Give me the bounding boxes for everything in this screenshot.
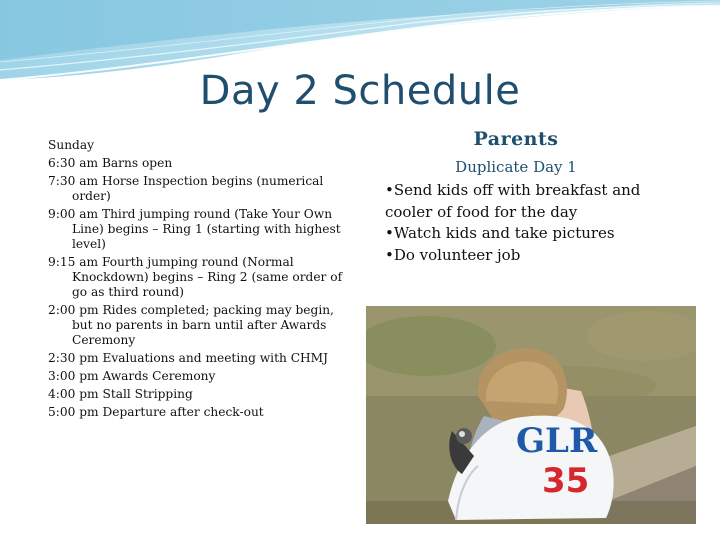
schedule-item: Sunday <box>48 138 95 152</box>
schedule-item: 2:30 pm Evaluations and meeting with CHMJ <box>48 351 329 365</box>
parents-bullet: •Send kids off with breakfast and cooler of food for the day <box>385 181 641 221</box>
parents-bullet: •Do volunteer job <box>385 245 521 264</box>
schedule-list <box>48 138 353 423</box>
parents-bullet: •Watch kids and take pictures <box>385 224 615 242</box>
parents-subheading: Duplicate Day 1 <box>455 158 577 176</box>
slide-title: Day 2 Schedule <box>199 68 521 114</box>
schedule-item: 9:00 am Third jumping round (Take Your Own Line) begins – Ring 1 (starting with highest level) <box>48 207 341 251</box>
schedule-item: 7:30 am Horse Inspection begins (numerical order) <box>48 174 324 203</box>
parents-heading: Parents <box>473 128 559 150</box>
schedule-item: 3:00 pm Awards Ceremony <box>48 369 216 383</box>
schedule-item: 9:15 am Fourth jumping round (Normal Knockdown) begins – Ring 2 (same order of go as third round) <box>48 255 343 299</box>
schedule-item: 2:00 pm Rides completed; packing may begin, but no parents in barn until after Awards Ceremony <box>48 303 334 347</box>
vest-letters: GLR <box>516 421 598 461</box>
vest-number: 35 <box>542 461 590 501</box>
rider-photo <box>366 306 696 524</box>
schedule-item: 4:00 pm Stall Stripping <box>48 387 193 401</box>
parents-section <box>385 128 685 266</box>
schedule-item: 6:30 am Barns open <box>48 156 173 170</box>
schedule-item: 5:00 pm Departure after check-out <box>48 405 264 419</box>
